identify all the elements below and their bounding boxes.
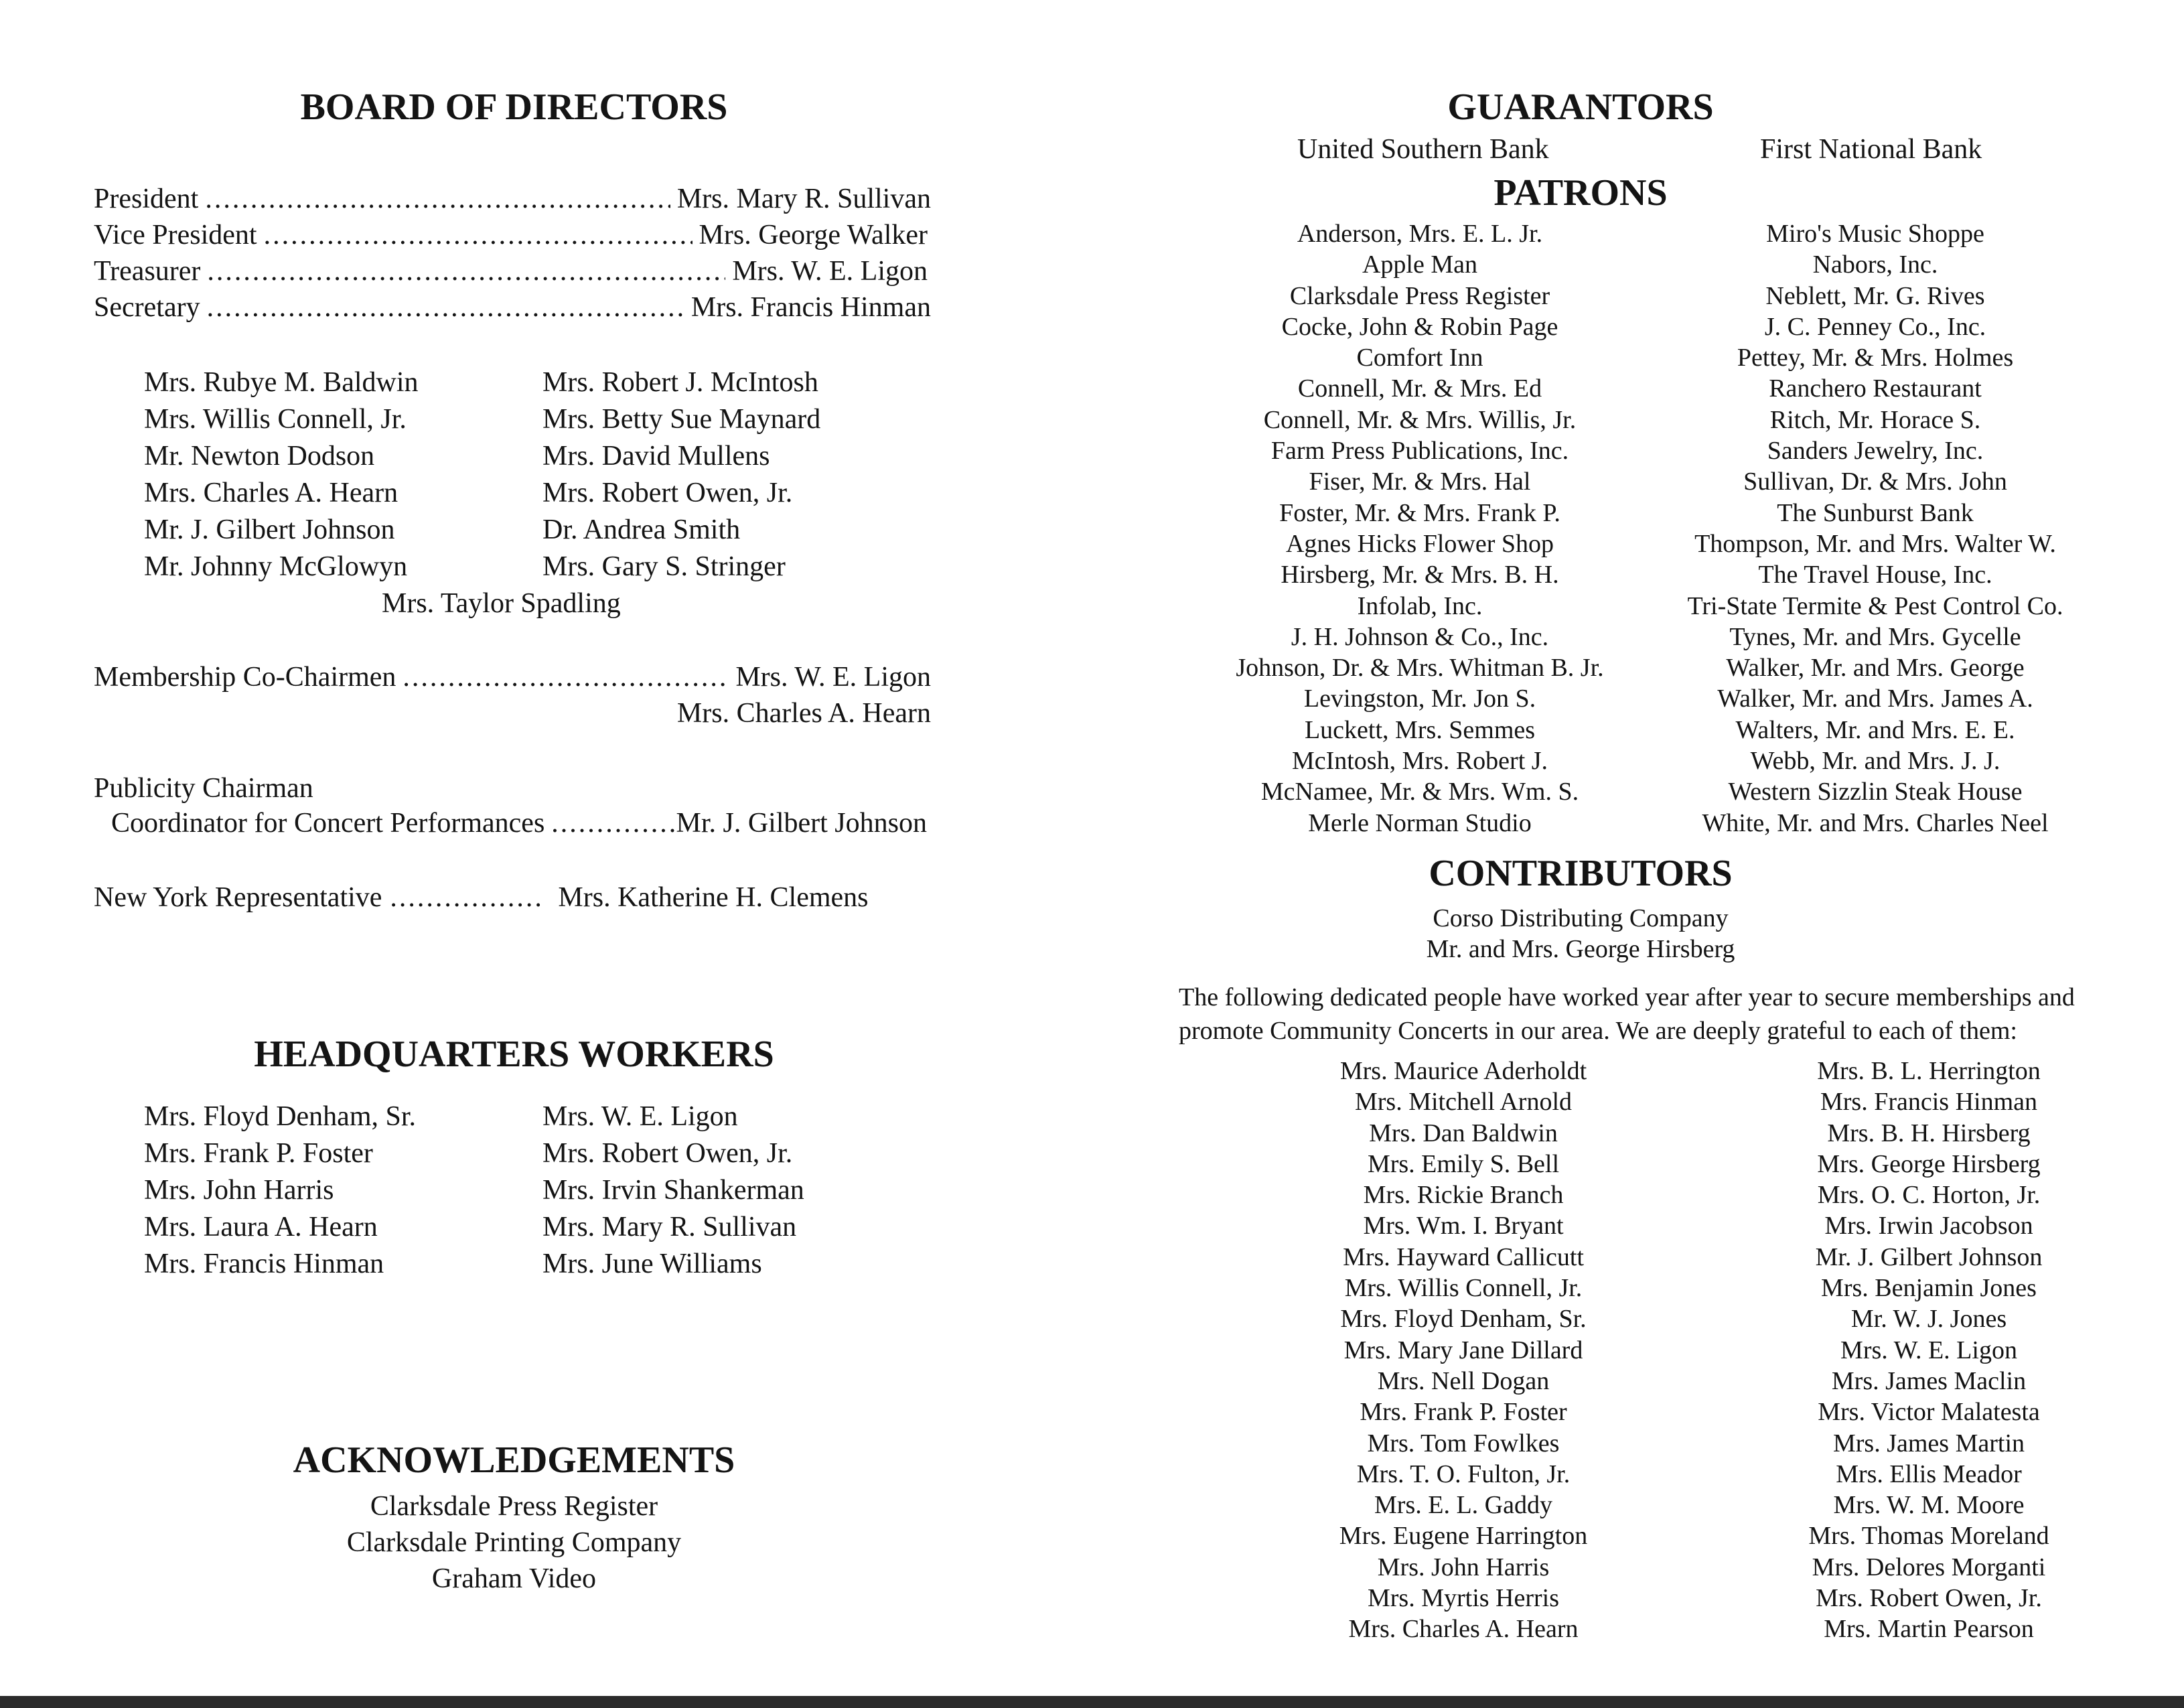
list-item: Mrs. Robert Owen, Jr. bbox=[542, 478, 793, 508]
list-item: Mrs. June Williams bbox=[542, 1249, 762, 1279]
list-item: Graham Video bbox=[431, 1563, 597, 1594]
list-item: Mrs. Laura A. Hearn bbox=[144, 1212, 378, 1242]
list-item: Walker, Mr. and Mrs. George bbox=[1726, 654, 2025, 683]
list-item: Mrs. Floyd Denham, Sr. bbox=[144, 1101, 417, 1132]
list-item: White, Mr. and Mrs. Charles Neel bbox=[1702, 808, 2049, 837]
list-item: Connell, Mr. & Mrs. Willis, Jr. bbox=[1263, 405, 1577, 434]
list-item: Ranchero Restaurant bbox=[1769, 374, 1982, 403]
membership-role: Membership Co-Chairmen bbox=[94, 662, 396, 693]
officer-name: Mrs. W. E. Ligon bbox=[732, 256, 928, 287]
membership-row bbox=[94, 659, 931, 695]
list-item: Mrs. Irvin Shankerman bbox=[542, 1175, 804, 1206]
list-item: Luckett, Mrs. Semmes bbox=[1304, 715, 1536, 744]
list-item: Corso Distributing Company bbox=[1433, 904, 1729, 932]
list-item: Johnson, Dr. & Mrs. Whitman B. Jr. bbox=[1236, 654, 1604, 683]
list-item: Mrs. Nell Dogan bbox=[1377, 1366, 1550, 1395]
dedicated-intro: The following dedicated people have worked year after year to secure memberships and promote Community Concerts in our area. We are deeply grateful to each of them: bbox=[1179, 983, 2075, 1045]
officer-name: Mrs. George Walker bbox=[699, 220, 928, 251]
list-item: Comfort Inn bbox=[1356, 344, 1483, 372]
list-item: Ritch, Mr. Horace S. bbox=[1769, 405, 1981, 434]
publicity-role: Publicity Chairman bbox=[94, 773, 313, 804]
list-item: Mrs. Floyd Denham, Sr. bbox=[1340, 1305, 1587, 1334]
list-item: Walker, Mr. and Mrs. James A. bbox=[1717, 685, 2033, 713]
list-item: Hirsberg, Mr. & Mrs. B. H. bbox=[1281, 561, 1559, 589]
list-item: Mrs. Robert Owen, Jr. bbox=[542, 1138, 793, 1169]
list-item: Mrs. Myrtis Herris bbox=[1367, 1584, 1560, 1613]
list-item: Mrs. W. E. Ligon bbox=[1840, 1336, 2017, 1364]
list-item: Apple Man bbox=[1362, 251, 1478, 279]
officer-role: Treasurer bbox=[94, 256, 201, 287]
list-item: The Travel House, Inc. bbox=[1758, 561, 1992, 589]
list-item: Mrs. George Hirsberg bbox=[1817, 1149, 2041, 1178]
list-item: Mrs. John Harris bbox=[1377, 1553, 1550, 1581]
officer-role: President bbox=[94, 184, 199, 214]
list-item: Mrs. Betty Sue Maynard bbox=[542, 404, 821, 435]
coordinator-row bbox=[111, 805, 927, 841]
list-item: J. C. Penney Co., Inc. bbox=[1764, 312, 1986, 341]
list-item: Mrs. Eugene Harrington bbox=[1339, 1522, 1588, 1551]
list-item: Mr. J. Gilbert Johnson bbox=[1815, 1242, 2043, 1271]
list-item: Sanders Jewelry, Inc. bbox=[1767, 437, 1984, 466]
patrons-right bbox=[1641, 218, 2110, 839]
list-item: Mr. J. Gilbert Johnson bbox=[144, 514, 395, 545]
board-members-right bbox=[542, 364, 820, 585]
list-item: Mrs. B. L. Herrington bbox=[1817, 1057, 2041, 1085]
guarantor-left: United Southern Bank bbox=[1297, 134, 1549, 165]
membership-name-2: Mrs. Charles A. Hearn bbox=[676, 698, 931, 729]
list-item: Mrs. Emily S. Bell bbox=[1367, 1149, 1560, 1178]
headquarters-right bbox=[542, 1098, 804, 1283]
officer-name: Mrs. Mary R. Sullivan bbox=[676, 184, 931, 214]
list-item: Mrs. Tom Fowlkes bbox=[1367, 1429, 1560, 1457]
list-item: Mrs. Robert Owen, Jr. bbox=[1816, 1584, 2042, 1613]
dedicated-left bbox=[1246, 1056, 1681, 1645]
list-item: Mrs. Willis Connell, Jr. bbox=[144, 404, 407, 435]
list-item: Merle Norman Studio bbox=[1308, 808, 1532, 837]
list-item: Mrs. Delores Morganti bbox=[1812, 1553, 2046, 1581]
list-item: Mrs. B. H. Hirsberg bbox=[1827, 1119, 2031, 1147]
bottom-edge bbox=[0, 1696, 2184, 1708]
list-item: Connell, Mr. & Mrs. Ed bbox=[1297, 374, 1542, 403]
list-item: Mrs. Gary S. Stringer bbox=[542, 551, 786, 582]
headquarters-left bbox=[144, 1098, 416, 1283]
list-item: Mrs. Wm. I. Bryant bbox=[1363, 1212, 1564, 1240]
list-item: Mrs. Hayward Callicutt bbox=[1343, 1242, 1584, 1271]
list-item: Nabors, Inc. bbox=[1812, 251, 1938, 279]
list-item: Webb, Mr. and Mrs. J. J. bbox=[1750, 747, 2000, 776]
officer-role: Vice President bbox=[94, 220, 257, 251]
list-item: Mrs. W. M. Moore bbox=[1833, 1491, 2025, 1520]
guarantor-right: First National Bank bbox=[1760, 134, 1982, 165]
list-item: Mrs. Martin Pearson bbox=[1824, 1615, 2034, 1644]
board-members-left bbox=[144, 364, 419, 585]
list-item: Mr. Johnny McGlowyn bbox=[144, 551, 408, 582]
list-item: Infolab, Inc. bbox=[1357, 591, 1483, 620]
list-item: Anderson, Mrs. E. L. Jr. bbox=[1297, 220, 1543, 248]
list-item: Tri-State Termite & Pest Control Co. bbox=[1687, 591, 2063, 620]
list-item: Mrs. James Maclin bbox=[1831, 1366, 2027, 1395]
list-item: Mrs. Mary Jane Dillard bbox=[1343, 1336, 1583, 1364]
list-item: Mrs. Mary R. Sullivan bbox=[542, 1212, 797, 1242]
list-item: Clarksdale Press Register bbox=[1289, 281, 1550, 310]
list-item: Mrs. Mitchell Arnold bbox=[1354, 1088, 1573, 1117]
guarantors-title: GUARANTORS bbox=[1447, 86, 1714, 128]
list-item: Mrs. Frank P. Foster bbox=[144, 1138, 373, 1169]
list-item: Mrs. O. C. Horton, Jr. bbox=[1817, 1181, 2041, 1210]
acknowledgements-list bbox=[0, 1488, 1028, 1597]
list-item: McIntosh, Mrs. Robert J. bbox=[1291, 747, 1548, 776]
list-item: Thompson, Mr. and Mrs. Walter W. bbox=[1694, 529, 2056, 558]
list-item: Mrs. Rubye M. Baldwin bbox=[144, 367, 419, 398]
list-item: Mrs. Robert J. McIntosh bbox=[542, 367, 818, 398]
list-item: Mrs. Rickie Branch bbox=[1363, 1181, 1564, 1210]
acknowledgements-title: ACKNOWLEDGEMENTS bbox=[293, 1439, 735, 1481]
ny-role: New York Representative bbox=[94, 882, 382, 913]
list-item: Mrs. Willis Connell, Jr. bbox=[1344, 1274, 1583, 1303]
ny-row bbox=[94, 879, 928, 916]
list-item: Mrs. Ellis Meador bbox=[1836, 1460, 2022, 1488]
patrons-left bbox=[1185, 218, 1654, 839]
list-item: Mrs. David Mullens bbox=[542, 441, 770, 472]
list-item: Mrs. Victor Malatesta bbox=[1818, 1398, 2040, 1427]
list-item: Agnes Hicks Flower Shop bbox=[1285, 529, 1554, 558]
officer-name: Mrs. Francis Hinman bbox=[690, 292, 931, 323]
list-item: Mrs. Francis Hinman bbox=[1820, 1088, 2038, 1117]
board-member-center: Mrs. Taylor Spadling bbox=[382, 588, 621, 619]
list-item: J. H. Johnson & Co., Inc. bbox=[1291, 622, 1549, 651]
list-item: Fiser, Mr. & Mrs. Hal bbox=[1309, 468, 1531, 496]
list-item: The Sunburst Bank bbox=[1777, 498, 1974, 527]
list-item: Mrs. Thomas Moreland bbox=[1808, 1522, 2049, 1551]
list-item: Mrs. Dan Baldwin bbox=[1369, 1119, 1558, 1147]
contributors-title: CONTRIBUTORS bbox=[1429, 853, 1733, 894]
list-item: Mrs. E. L. Gaddy bbox=[1374, 1491, 1552, 1520]
list-item: Western Sizzlin Steak House bbox=[1728, 778, 2023, 806]
list-item: Cocke, John & Robin Page bbox=[1281, 312, 1558, 341]
right-page bbox=[1092, 0, 2184, 1708]
list-item: Mrs. John Harris bbox=[144, 1175, 334, 1206]
list-item: Sullivan, Dr. & Mrs. John bbox=[1743, 468, 2007, 496]
officer-row bbox=[94, 217, 928, 253]
patrons-title: PATRONS bbox=[1494, 172, 1668, 214]
list-item: Mrs. Benjamin Jones bbox=[1821, 1274, 2037, 1303]
list-item: Mr. W. J. Jones bbox=[1850, 1305, 2007, 1334]
ny-name: Mrs. Katherine H. Clemens bbox=[558, 882, 869, 913]
list-item: Walters, Mr. and Mrs. E. E. bbox=[1735, 715, 2015, 744]
coordinator-name: Mr. J. Gilbert Johnson bbox=[676, 808, 927, 839]
membership-name: Mrs. W. E. Ligon bbox=[735, 662, 931, 693]
list-item: Neblett, Mr. G. Rives bbox=[1765, 281, 1985, 310]
list-item: Miro's Music Shoppe bbox=[1766, 220, 1984, 248]
list-item: Pettey, Mr. & Mrs. Holmes bbox=[1737, 344, 2014, 372]
list-item: Mrs. T. O. Fulton, Jr. bbox=[1356, 1460, 1571, 1488]
list-item: Mrs. Maurice Aderholdt bbox=[1339, 1057, 1587, 1085]
dedicated-right bbox=[1711, 1056, 2146, 1645]
list-item: Clarksdale Press Register bbox=[370, 1491, 658, 1522]
board-title: BOARD OF DIRECTORS bbox=[300, 86, 728, 128]
list-item: Mrs. James Martin bbox=[1832, 1429, 2025, 1457]
list-item: Mrs. Francis Hinman bbox=[144, 1249, 384, 1279]
officer-row bbox=[94, 253, 928, 289]
list-item: Mrs. Charles A. Hearn bbox=[144, 478, 398, 508]
list-item: Foster, Mr. & Mrs. Frank P. bbox=[1279, 498, 1560, 527]
list-item: Farm Press Publications, Inc. bbox=[1270, 437, 1569, 466]
officer-row bbox=[94, 181, 931, 217]
list-item: Clarksdale Printing Company bbox=[346, 1527, 682, 1558]
list-item: Levingston, Mr. Jon S. bbox=[1303, 685, 1536, 713]
list-item: Mr. and Mrs. George Hirsberg bbox=[1426, 935, 1735, 964]
list-item: McNamee, Mr. & Mrs. Wm. S. bbox=[1260, 778, 1579, 806]
list-item: Mrs. Irwin Jacobson bbox=[1824, 1212, 2033, 1240]
list-item: Dr. Andrea Smith bbox=[542, 514, 741, 545]
coordinator-role: Coordinator for Concert Performances bbox=[111, 808, 545, 839]
list-item: Tynes, Mr. and Mrs. Gycelle bbox=[1729, 622, 2021, 651]
headquarters-title: HEADQUARTERS WORKERS bbox=[254, 1034, 774, 1075]
list-item: Mrs. Frank P. Foster bbox=[1360, 1398, 1567, 1427]
list-item: Mrs. W. E. Ligon bbox=[542, 1101, 738, 1132]
list-item: Mrs. Charles A. Hearn bbox=[1348, 1615, 1579, 1644]
officer-row bbox=[94, 289, 931, 326]
list-item: Mr. Newton Dodson bbox=[144, 441, 375, 472]
officer-role: Secretary bbox=[94, 292, 200, 323]
contributors-list bbox=[1339, 903, 1822, 965]
